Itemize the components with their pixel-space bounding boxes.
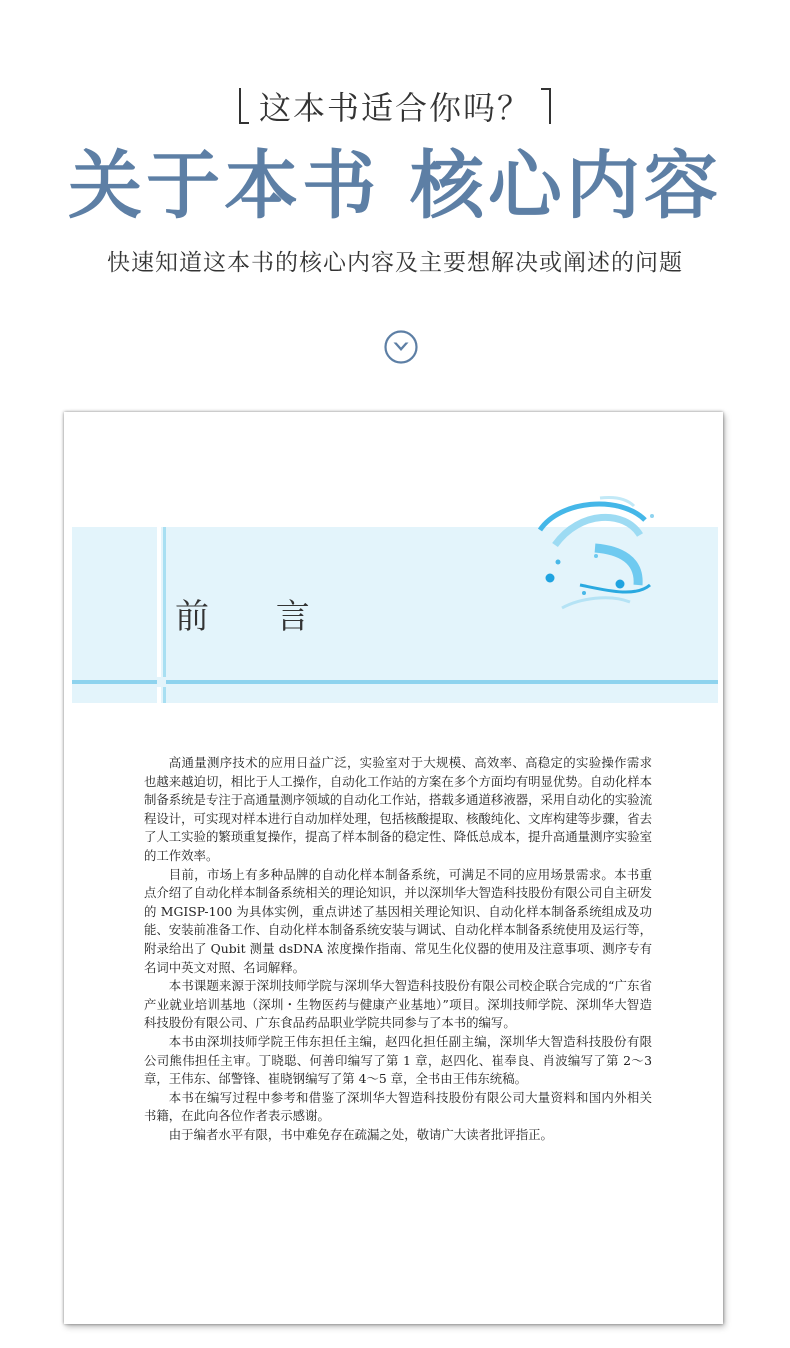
preface-paragraph: 本书课题来源于深圳技师学院与深圳华大智造科技股份有限公司校企联合完成的“广东省产业就业培训基地（深圳・生物医药与健康产业基地）”项目。深圳技师学院、深圳华大智造科技股份有限公司、广东食品药品职业学院共同参与了本书的编写。 xyxy=(144,978,652,1031)
book-page-preview xyxy=(64,412,723,1324)
preface-paragraph: 目前，市场上有多种品牌的自动化样本制备系统，可满足不同的应用场景需求。本书重点介绍了自动化样本制备系统相关的理论知识，并以深圳华大智造科技股份有限公司自主研发的 MGISP-100 为具体实例，重点讲述了基因相关理论知识、自动化样本制备系统组成及功能、安装前准备工作、自动化样本制备系统安装与调试、自动化样本制备系统使用及运行等，附录给出了 Qubit 测量 dsDNA 浓度操作指南、常见生化仪器的使用及注意事项、测序专有名词中英文对照、名词解释。 xyxy=(144,866,653,975)
preface-title: 前 言 xyxy=(175,597,338,637)
left-bracket-decoration xyxy=(239,88,249,124)
page-headline: 关于本书 核心内容 xyxy=(68,143,722,229)
preface-paragraph: 高通量测序技术的应用日益广泛，实验室对于大规模、高效率、高稳定的实验操作需求也越来越迫切，相比于人工操作，自动化工作站的方案在多个方面均有明显优势。自动化样本制备系统是专注于高通量测序领域的自动化工作站，搭载多通道移液器，采用自动化的实验流程设计，可实现对样本进行自动加样处理，包括核酸提取、核酸纯化、文库构建等步骤，省去了人工实验的繁琐重复操作，提高了样本制备的稳定性、降低总成本，提升高通量测序实验室的工作效率。 xyxy=(144,755,653,863)
banner-rule-gap xyxy=(157,677,166,687)
right-bracket-decoration xyxy=(541,88,551,124)
preface-paragraph: 本书在编写过程中参考和借鉴了深圳华大智造科技股份有限公司大量资料和国内外相关书籍，在此向各位作者表示感谢。 xyxy=(144,1089,652,1124)
swirl-decoration-icon xyxy=(500,490,660,630)
tagline: 这本书适合你吗？ xyxy=(258,89,531,127)
chevron-down-circle-icon[interactable] xyxy=(383,329,419,365)
tagline-row xyxy=(0,78,790,134)
preface-paragraph: 由于编者水平有限，书中难免存在疏漏之处，敬请广大读者批评指正。 xyxy=(168,1126,553,1142)
preface-body xyxy=(144,754,652,1144)
banner-bottom-rule xyxy=(72,680,718,684)
preface-paragraph: 本书由深圳技师学院王伟东担任主编，赵四化担任副主编，深圳华大智造科技股份有限公司熊伟担任主审。丁晓聪、何善印编写了第 1 章，赵四化、崔奉良、肖波编写了第 2～3 章，王伟东、邰警锋、崔晓钢编写了第 4～5 章，全书由王伟东统稿。 xyxy=(144,1033,652,1087)
page-subheading: 快速知道这本书的核心内容及主要想解决或阐述的问题 xyxy=(107,250,683,276)
